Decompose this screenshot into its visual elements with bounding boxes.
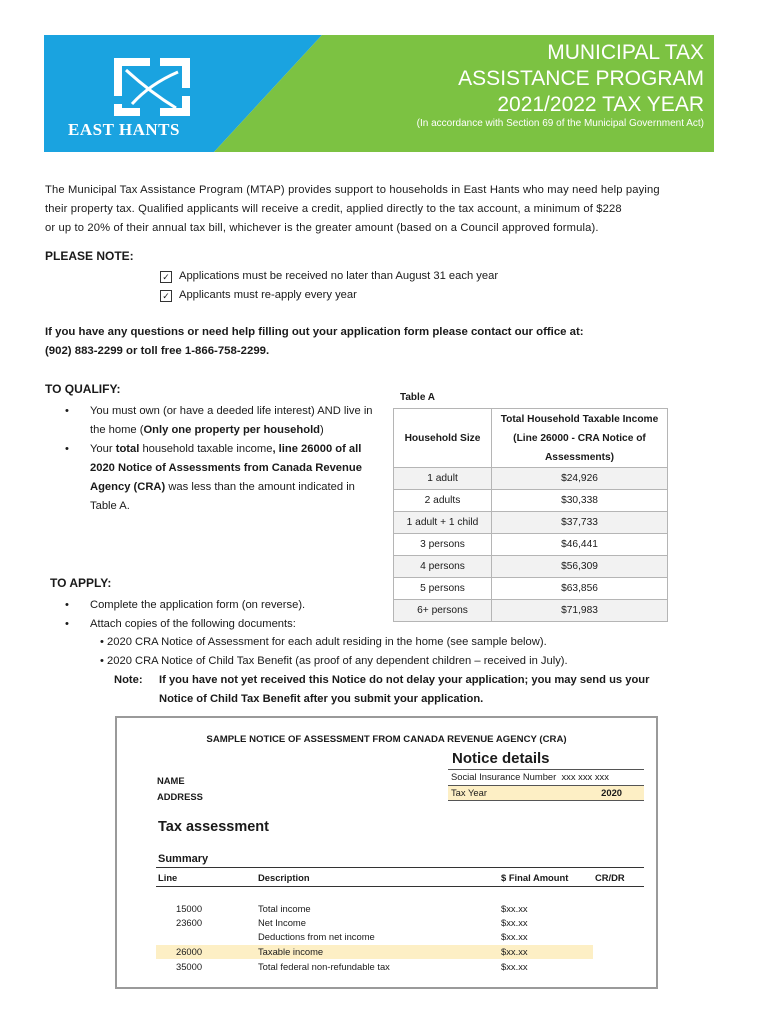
table-row: 1 adult $24,926 [394, 468, 668, 490]
name-address-block: NAME ADDRESS [157, 775, 203, 802]
table-row: 23600 Net Income $xx.xx [176, 917, 528, 928]
apply-item: • Attach copies of the following documents: [60, 615, 305, 634]
col-header-amount: $ Final Amount [501, 872, 569, 883]
note-label: Note: [114, 674, 143, 686]
sample-notice-box [115, 716, 658, 989]
apply-item: • Complete the application form (on reverse). [60, 596, 305, 615]
divider [156, 886, 644, 887]
page-title: MUNICIPAL TAX ASSISTANCE PROGRAM 2021/2022 TAX YEAR [458, 41, 704, 116]
table-row-highlighted: 26000 Taxable income $xx.xx [156, 945, 593, 959]
qualify-item-income: • Your total household taxable income, line 26000 of all 2020 Notice of Assessments from Canada Revenue Agency (CRA) was less than the amount indicated in Table A. [60, 440, 380, 516]
income-threshold-table [393, 408, 668, 622]
tax-assessment-heading: Tax assessment [158, 819, 269, 835]
please-note-heading: PLEASE NOTE: [45, 249, 134, 263]
divider [156, 867, 644, 868]
notice-details-heading: Notice details [452, 750, 550, 767]
intro-paragraph: The Municipal Tax Assistance Program (MTAP) provides support to households in East Hants who may need help paying their property tax. Qualified applicants will receive a credit, applied directly to the tax account, a minimum of $228 or up to 20% of their annual tax bill, whichever is the greater amount (based on a Council approved formula). [45, 184, 660, 234]
apply-list [60, 596, 305, 634]
col-header-description: Description [258, 872, 310, 883]
table-a-label: Table A [400, 392, 436, 403]
col-header-household-size: Household Size [394, 409, 492, 468]
table-row: 35000 Total federal non-refundable tax $xx.xx [176, 961, 528, 972]
table-header-row [394, 409, 668, 468]
col-header-income: Total Household Taxable Income (Line 26000 - CRA Notice of Assessments) [492, 409, 668, 468]
table-row: 5 persons $63,856 [394, 578, 668, 600]
col-header-line: Line [158, 872, 178, 883]
table-row: 2 adults $30,338 [394, 490, 668, 512]
table-row: 3 persons $46,441 [394, 534, 668, 556]
page-subtitle: (In accordance with Section 69 of the Municipal Government Act) [416, 118, 704, 129]
note-item: ✓ Applicants must re-apply every year [160, 286, 498, 305]
apply-note: Note: If you have not yet received this Notice do not delay your application; you may send us your Notice of Child Tax Benefit after you submit your application. [114, 671, 724, 709]
table-row: 4 persons $56,309 [394, 556, 668, 578]
note-item: ✓ Applications must be received no later than August 31 each year [160, 267, 498, 286]
table-row: 6+ persons $71,983 [394, 600, 668, 622]
checkbox-checked-icon: ✓ [160, 271, 172, 283]
contact-info: If you have any questions or need help filling out your application form please contact our office at: (902) 883-2299 or toll free 1-866-758-2299. [45, 326, 584, 357]
document-item: • 2020 CRA Notice of Child Tax Benefit (as proof of any dependent children – received in July). [100, 655, 568, 667]
qualify-list [60, 402, 380, 516]
document-item: • 2020 CRA Notice of Assessment for each adult residing in the home (see sample below). [100, 636, 547, 648]
summary-heading: Summary [158, 853, 209, 865]
apply-documents-list [100, 633, 568, 671]
table-row: 1 adult + 1 child $37,733 [394, 512, 668, 534]
sample-title: SAMPLE NOTICE OF ASSESSMENT FROM CANADA REVENUE AGENCY (CRA) [206, 734, 567, 745]
table-row: 15000 Total income $xx.xx [176, 903, 528, 914]
apply-heading: TO APPLY: [50, 576, 112, 590]
qualify-heading: TO QUALIFY: [45, 382, 121, 396]
col-header-crdr: CR/DR [595, 872, 625, 883]
table-row: Deductions from net income $xx.xx [258, 931, 528, 942]
qualify-item-ownership: • You must own (or have a deeded life interest) AND live in the home (Only one property per household) [60, 402, 380, 440]
tax-year-field: Tax Year 2020 [448, 786, 644, 800]
divider [448, 769, 644, 770]
checkbox-checked-icon: ✓ [160, 290, 172, 302]
sin-field: Social Insurance Number xxx xxx xxx [451, 771, 609, 782]
please-note-list [160, 267, 498, 305]
divider [448, 800, 644, 801]
logo-text: EAST HANTS [68, 120, 180, 139]
